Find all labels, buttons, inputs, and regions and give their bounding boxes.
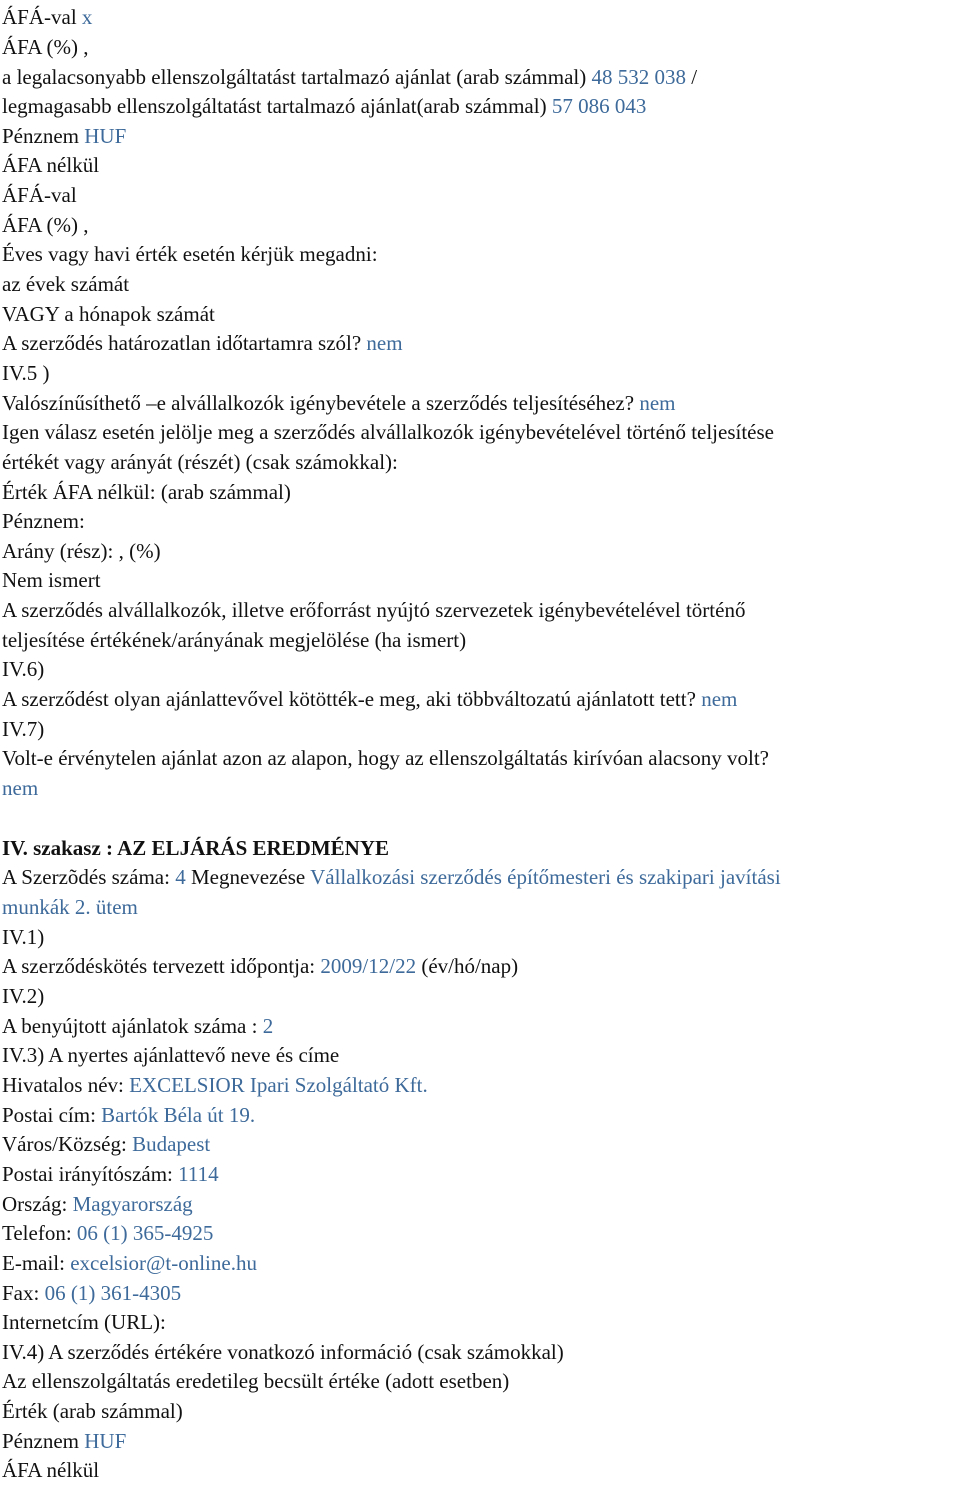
text-line bbox=[2, 180, 77, 210]
field-label: Pénznem bbox=[2, 1429, 85, 1453]
field-label: Valószínűsíthető –e alvállalkozók igénybevétele a szerződés teljesítéséhez? bbox=[2, 391, 640, 415]
text-line bbox=[2, 833, 389, 863]
field-value: EXCELSIOR Ipari Szolgáltató Kft. bbox=[129, 1073, 428, 1097]
field-label: Érték ÁFA nélkül: (arab számmal) bbox=[2, 480, 291, 504]
text-line bbox=[2, 1159, 219, 1189]
field-label: Postai cím: bbox=[2, 1103, 102, 1127]
text-line bbox=[2, 1337, 564, 1367]
field-value: 4 bbox=[175, 865, 186, 889]
field-label: A benyújtott ajánlatok száma : bbox=[2, 1014, 263, 1038]
field-label: Érték (arab számmal) bbox=[2, 1399, 183, 1423]
text-line bbox=[2, 981, 44, 1011]
text-line bbox=[2, 447, 398, 477]
text-line bbox=[2, 951, 518, 981]
field-value: HUF bbox=[84, 1429, 127, 1453]
field-label: / bbox=[685, 65, 698, 89]
field-label: Postai irányítószám: bbox=[2, 1162, 179, 1186]
field-label: ÁFÁ-val bbox=[2, 183, 77, 207]
field-label: ÁFA (%) , bbox=[2, 35, 89, 59]
field-label: A Szerzõdés száma: bbox=[2, 865, 176, 889]
field-label: Pénznem: bbox=[2, 509, 85, 533]
text-line bbox=[2, 1040, 339, 1070]
text-line bbox=[2, 654, 44, 684]
field-value: 06 (1) 361-4305 bbox=[44, 1281, 182, 1305]
field-label: A szerződés alvállalkozók, illetve erőforrást nyújtó szervezetek igénybevételével történő bbox=[2, 598, 746, 622]
text-line bbox=[2, 150, 99, 180]
text-line bbox=[2, 32, 89, 62]
text-line bbox=[2, 269, 129, 299]
text-line bbox=[2, 1248, 257, 1278]
field-label: IV.4) A szerződés értékére vonatkozó információ (csak számokkal) bbox=[2, 1340, 564, 1364]
text-line bbox=[2, 892, 138, 922]
field-label: Éves vagy havi érték esetén kérjük megadni: bbox=[2, 242, 378, 266]
field-label: A szerződést olyan ajánlattevővel kötötték-e meg, aki többváltozatú ajánlatott tett? bbox=[2, 687, 702, 711]
field-label: A szerződéskötés tervezett időpontja: bbox=[2, 954, 321, 978]
field-value: excelsior@t-online.hu bbox=[70, 1251, 257, 1275]
text-line bbox=[2, 1189, 193, 1219]
field-value: 2009/12/22 bbox=[320, 954, 417, 978]
text-line bbox=[2, 299, 215, 329]
field-label: legmagasabb ellenszolgáltatást tartalmazó ajánlat(arab számmal) bbox=[2, 94, 552, 118]
field-label: (év/hó/nap) bbox=[416, 954, 519, 978]
field-label: IV.3) A nyertes ajánlattevő neve és címe bbox=[2, 1043, 340, 1067]
field-label: ÁFA nélkül bbox=[2, 1458, 100, 1482]
field-value: HUF bbox=[84, 124, 127, 148]
text-line bbox=[2, 388, 675, 418]
field-value: 48 532 038 bbox=[591, 65, 686, 89]
text-line bbox=[2, 1307, 166, 1337]
field-label: VAGY a hónapok számát bbox=[2, 302, 215, 326]
field-label: a legalacsonyabb ellenszolgáltatást tartalmazó ajánlat (arab számmal) bbox=[2, 65, 592, 89]
text-line bbox=[2, 1396, 183, 1426]
field-value: Bartók Béla út 19. bbox=[101, 1103, 256, 1127]
text-line bbox=[2, 239, 378, 269]
text-line bbox=[2, 506, 85, 536]
field-label: Az ellenszolgáltatás eredetileg becsült értéke (adott esetben) bbox=[2, 1369, 510, 1393]
text-line bbox=[2, 417, 774, 447]
field-value: munkák 2. ütem bbox=[2, 895, 138, 919]
field-label: Fax: bbox=[2, 1281, 45, 1305]
field-label: IV.5 ) bbox=[2, 361, 50, 385]
field-label: IV.1) bbox=[2, 925, 45, 949]
field-value: nem bbox=[366, 331, 403, 355]
field-value: nem bbox=[701, 687, 738, 711]
text-line bbox=[2, 714, 44, 744]
text-line bbox=[2, 684, 737, 714]
field-value: 06 (1) 365-4925 bbox=[76, 1221, 214, 1245]
section-heading: IV. szakasz : AZ ELJÁRÁS EREDMÉNYE bbox=[2, 836, 390, 860]
field-value: 1114 bbox=[178, 1162, 219, 1186]
text-line bbox=[2, 1366, 509, 1396]
text-line bbox=[2, 1070, 428, 1100]
field-label: Arány (rész): , (%) bbox=[2, 539, 161, 563]
text-line bbox=[2, 1218, 213, 1248]
field-label: értékét vagy arányát (részét) (csak számokkal): bbox=[2, 450, 398, 474]
text-line bbox=[2, 625, 466, 655]
field-value: x bbox=[81, 5, 93, 29]
field-value: 2 bbox=[262, 1014, 274, 1038]
text-line bbox=[2, 121, 126, 151]
text-line bbox=[2, 477, 291, 507]
text-line bbox=[2, 210, 89, 240]
field-label: Ország: bbox=[2, 1192, 73, 1216]
text-line bbox=[2, 328, 403, 358]
text-line bbox=[2, 1011, 273, 1041]
field-value: nem bbox=[639, 391, 676, 415]
text-line bbox=[2, 1455, 99, 1485]
field-label: az évek számát bbox=[2, 272, 130, 296]
field-label: IV.2) bbox=[2, 984, 45, 1008]
text-line bbox=[2, 1278, 181, 1308]
field-label: IV.6) bbox=[2, 657, 45, 681]
field-label: Telefon: bbox=[2, 1221, 77, 1245]
field-value: Budapest bbox=[132, 1132, 211, 1156]
field-label: IV.7) bbox=[2, 717, 45, 741]
field-label: Pénznem bbox=[2, 124, 85, 148]
text-line bbox=[2, 862, 781, 892]
field-label: ÁFA nélkül bbox=[2, 153, 100, 177]
text-line bbox=[2, 1426, 126, 1456]
text-line bbox=[2, 922, 44, 952]
text-line bbox=[2, 536, 161, 566]
field-label: teljesítése értékének/arányának megjelölése (ha ismert) bbox=[2, 628, 467, 652]
text-line bbox=[2, 62, 697, 92]
field-label: Nem ismert bbox=[2, 568, 101, 592]
text-line bbox=[2, 1100, 255, 1130]
field-value: 57 086 043 bbox=[551, 94, 647, 118]
text-line bbox=[2, 91, 646, 121]
field-label: ÁFÁ-val bbox=[2, 5, 82, 29]
field-label: ÁFA (%) , bbox=[2, 213, 89, 237]
field-label: A szerződés határozatlan időtartamra szól? bbox=[2, 331, 367, 355]
text-line bbox=[2, 2, 92, 32]
text-line bbox=[2, 773, 38, 803]
text-line bbox=[2, 595, 745, 625]
text-line bbox=[2, 1129, 210, 1159]
field-label: E-mail: bbox=[2, 1251, 71, 1275]
field-label: Internetcím (URL): bbox=[2, 1310, 166, 1334]
text-line bbox=[2, 743, 769, 773]
field-label: Igen válasz esetén jelölje meg a szerződés alvállalkozók igénybevételével történő teljesítése bbox=[2, 420, 774, 444]
field-label: Megnevezése bbox=[185, 865, 311, 889]
field-label: Hivatalos név: bbox=[2, 1073, 130, 1097]
text-line bbox=[2, 565, 101, 595]
field-value: Magyarország bbox=[72, 1192, 193, 1216]
field-value: nem bbox=[2, 776, 39, 800]
text-line bbox=[2, 358, 49, 388]
field-label: Város/Község: bbox=[2, 1132, 133, 1156]
field-value: Vállalkozási szerződés építőmesteri és szakipari javítási bbox=[310, 865, 781, 889]
field-label: Volt-e érvénytelen ajánlat azon az alapon, hogy az ellenszolgáltatás kirívóan alacsony volt? bbox=[2, 746, 769, 770]
